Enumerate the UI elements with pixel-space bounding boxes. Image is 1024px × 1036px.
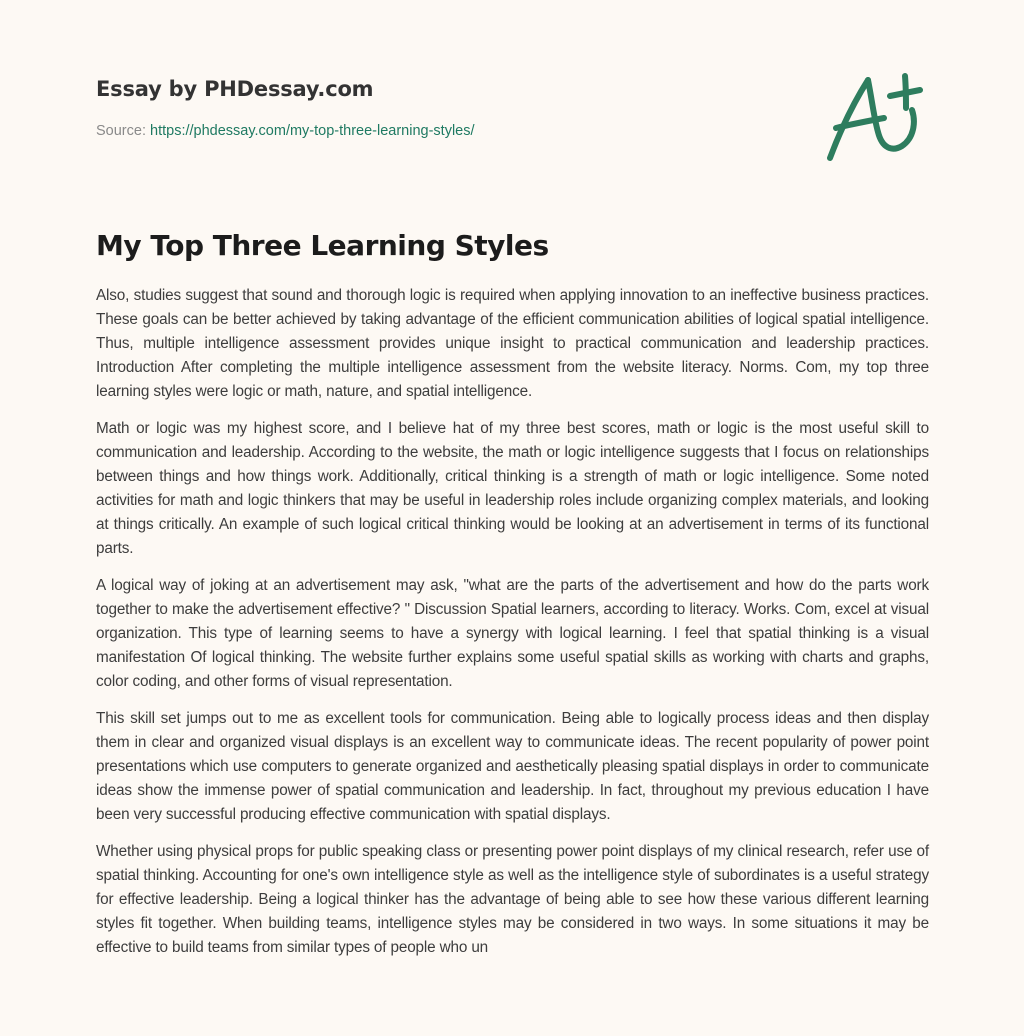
page-title: My Top Three Learning Styles [96, 229, 549, 262]
paragraph: Math or logic was my highest score, and I believe hat of my three best scores, math or logic is the most useful skill to communication and leadership. According to the website, the math or logic intelligence suggests that I focus on relationships between things and how things work. Additionally, critical thinking is a strength of math or logic intelligence. Some noted activities for math and logic thinkers that may be useful in leadership roles include organizing complex materials, and looking at things critically. An example of such logical critical thinking would be looking at an advertisement in terms of its functional parts. [96, 420, 929, 557]
source-label: Source: [96, 123, 146, 139]
paragraph: Whether using physical props for public speaking class or presenting power point displays of my clinical research, refer use of spatial thinking. Accounting for one's own intelligence style as well as the intelligence style of subordinates is a useful strategy for effective leadership. Being a logical thinker has the advantage of being able to see how these various different learning styles fit together. When building teams, intelligence styles may be considered in two ways. In some situations it may be effective to build teams from similar types of people who un [96, 843, 929, 956]
brand-title: Essay by PHDessay.com [96, 77, 374, 101]
source-link[interactable]: https://phdessay.com/my-top-three-learning-styles/ [150, 123, 475, 139]
source-line [96, 121, 936, 141]
essay-header [96, 74, 936, 141]
paragraph: This skill set jumps out to me as excellent tools for communication. Being able to logically process ideas and then display them in clear and organized visual displays is an excellent way to communicate ideas. The recent popularity of power point presentations which use computers to generate organized and aesthetically pleasing spatial displays in order to communicate ideas show the immense power of spatial communication and leadership. In fact, throughout my previous education I have been very successful producing effective communication with spatial displays. [96, 710, 929, 823]
paragraph: A logical way of joking at an advertisement may ask, "what are the parts of the advertisement and how do the parts work together to make the advertisement effective? " Discussion Spatial learners, according to literacy. Works. Com, excel at visual organization. This type of learning seems to have a synergy with logical learning. I feel that spatial thinking is a visual manifestation Of logical thinking. The website further explains some useful spatial skills as working with charts and graphs, color coding, and other forms of visual representation. [96, 577, 929, 690]
a-plus-grade-icon [820, 66, 930, 166]
essay-body [96, 284, 929, 973]
paragraph: Also, studies suggest that sound and thorough logic is required when applying innovation to an ineffective business practices. These goals can be better achieved by taking advantage of the efficient communication abilities of logical spatial intelligence. Thus, multiple intelligence assessment provides unique insight to practical communication and leadership practices. Introduction After completing the multiple intelligence assessment from the website literacy. Norms. Com, my top three learning styles were logic or math, nature, and spatial intelligence. [96, 287, 929, 400]
